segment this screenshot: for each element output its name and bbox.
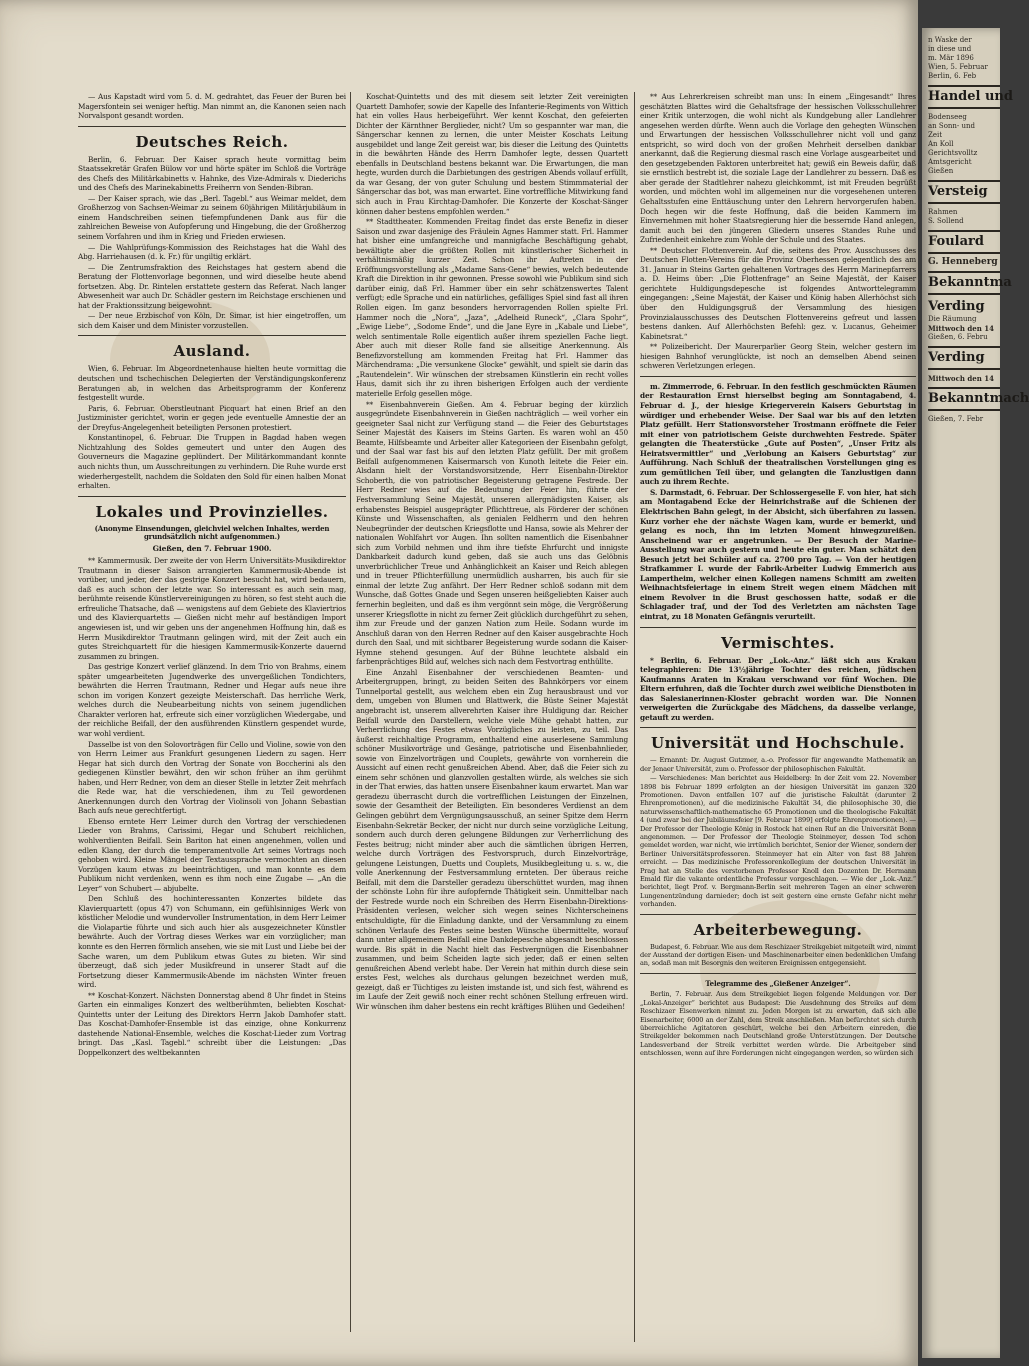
article: * Berlin, 6. Februar. Der „Lok.-Anz.“ läßt sich aus Krakau telegraphieren: Die 13½jährige Tochter des reichen, jüdischen Kaufmanns Araten in Krakau verschwand vor fünf Wochen. Die Eltern erfuhren, daß die Tochter durch zwei weibliche Dienstboten in das Salesianerinnen-Kloster gebracht worden war. Die Nonnen verweigerten die Zurückgabe des Mädchens, da dasselbe verlange, getauft zu werden. — [640, 655, 916, 722]
article: ** Koschat-Konzert. Nächsten Donnerstag abend 8 Uhr findet in Steins Garten ein einmaliges Konzert des weltberühmten, beliebten Koschat-Quintetts unter der Leitung des Direktors Herrn Jakob Damhofer statt. Das Koschat-Damhofer-Ensemble ist das einzige, ohne Konkurrenz dastehende National-Ensemble, welches die Koschat-Lieder zum Vortrag bringt. Das „Kasl. Tagebl.“ schreibt über die Leistungen: „Das Doppelkonzert des weltbekannten — [78, 990, 346, 1058]
strip-text: Zeit — [928, 131, 943, 139]
strip-heading: Bekanntma — [928, 275, 1012, 290]
article: Konstantinopel, 6. Februar. Die Truppen in Bagdad haben wegen Nichtzahlung des Soldes gemeutert und unter den Augen des Gouverneurs die Magazine geplündert. Der Militärkommandant konnte auch nichts thun, um Ausschreitungen zu verhindern. Die Ruhe wurde erst wiederhergestellt, nachdem die Soldaten den Sold für einen halben Monat erhalten. — [78, 433, 346, 491]
separator — [640, 627, 916, 628]
article: Ebenso erntete Herr Leimer durch den Vortrag der verschiedenen Lieder von Brahms, Carissimi, Hegar und Schubert reichlichen, wohlverdienten Beifall. Sein Bariton hat einen angenehmen, vollen und edlen Klang, der durch die temperamentvolle Art seines Vortrags noch gehoben wird. Kleine Mängel der Textaussprache vermochten an diesen Vorzügen kaum etwas zu beeinträchtigen, und man konnte es dem Publikum nicht verdenken, wenn es ihm noch eine Zugabe — „An die Leyer“ von Schubert — abjubelte. — [78, 816, 346, 893]
strip-text: Mittwoch den 14 — [928, 324, 994, 333]
section-subtitle: (Anonyme Einsendungen, gleichviel welchen Inhaltes, werden grundsätzlich nicht aufgenommen.) — [94, 523, 330, 542]
article: ** Eisenbahnverein Gießen. Am 4. Februar beging der kürzlich ausgegründete Eisenbahnverein in Gießen nachträglich — weil vorher ein geeigneter Saal nicht zur Verfügung stand — die Feier des Geburtstages Seiner Majestät des Kaisers im Steins Garten. Es waren wohl an 450 Beamte, Hilfsbeamte und Arbeiter aller Kategorieen der Eisenbahn gefolgt, und der Saal war fast bis auf den letzten Platz gefüllt. Der mit großem Beifall aufgenommenen Kaisermarsch von Kunoth leitete die Feier ein. Alsdann hielt der Vorstandsvorsitzende, Herr Eisenbahn-Direktor Schoberth, die von patriotischer Begeisterung getragene Festrede. Der Herr Redner wies auf die Bedeutung der Feier hin, führte der Festversammlung Seine Majestät, unseren allergnädigsten Kaiser, als erhabenstes Beispiel ausgeprägter Pflichttreue, als Förderer der schönen Künste und Wissenschaften, als genialen Feldherrn und den hehren Neubegründer der deutschen Kriegsflotte und Hansa, sowie als Mehrer der nationalen Wohlfahrt vor Augen. Ihn sollten namentlich die Eisenbahner sich zum Vorbild nehmen und ihm ihre tiefste Ehrfurcht und innigste Dankbarkeit dadurch kund geben, daß sie auch uns das Gelöbnis unverbrüchlicher Treue und Anhänglichkeit an Kaiser und Reich ablegen und in treuer Pflichterfüllung unermüdlich ausharren, bis auch für sie einmal der letzte Zug anfährt. Der Herr Redner schloß sodann mit dem Wunsche, daß Gottes Gnade und Segen unseren heißgeliebten Kaiser auch fernerhin begleiten, und daß es ihm vergönnt sein möge, die Vergrößerung unserer Kriegsflotte in nicht zu ferner Zeit glücklich durchgeführt zu sehen, ihm zur Freude und der ganzen Nation zum Heile. Sodann wurde im Anschluß daran von den Herren Redner auf den Kaiser ausgebrachte Hoch durch den Saal, und mit sichtbarer Begeisterung wurde sodann die Kaiser-Hymne stehend gesungen. Auf der Bühne leuchtete alsbald ein farbenprächtiges Bild auf, welches sich nach dem Festvortrag enthüllte. — [356, 399, 628, 667]
article: ** Stadttheater. Kommenden Freitag findet das erste Benefiz in dieser Saison und zwar dasjenige des Fräulein Agnes Hammer statt. Frl. Hammer hat bisher eine umfangreiche und mannigfache Beschäftigung gehabt, bewältigte aber die größten Rollen mit künstlerischer Sicherheit in verhältnismäßig kurzer Zeit. Schon ihr Auftreten in der Eröffnungsvorstellung als „Madame Sans-Gene“ bewies, welch bedeutende Kraft die Direktion in ihr gewonnen. Presse sowohl wie Publikum sind sich darüber einig, daß Frl. Hammer über ein sehr schätzenswertes Talent verfügt; edle Sprache und ein natürliches, gefälliges Spiel sind fast all ihren Rollen eigen. Im ganz besonders hervorragenden Rollen spielte Frl. Hammer noch die „Nora“, „Jaza“, „Adelheid Runeck“, „Clara Spohr“, „Ewige Liebe“, „Sodome Ende“, und die Jane Eyre in „Kabale und Liebe“, welch sentimentale Rolle eigentlich außer ihrem speziellen Fache liegt. Aber auch mit dieser Rolle fand sie allseitige Anerkennung. Als Benefizvorstellung am kommenden Freitag hat Frl. Hammer das Märchendrama: „Die versunkene Glocke“ gewählt, und spielt sie darin das „Rautendelein“. Wir wünschen der strebsamen Künstlerin ein recht volles Haus, damit sich ihr zu ihren bisherigen Erfolgen auch der verdiente materielle Erfolg gesellen möge. — [356, 217, 628, 398]
article: ** Aus Lehrerkreisen schreibt man uns: In einem „Eingesandt“ Ihres geschätzten Blattes wird die Gehaltsfrage der hessischen Volksschullehrer einer Kritik unterzogen, die wohl nicht als Kundgebung aller Landlehrer angesehen werden dürfte. Wenn auch die Vorlage den gehegten Wünschen und Erwartungen der hessischen Volksschullehrer nicht voll und ganz entspricht, so wird doch von der großen Mehrheit derselben dankbar anerkannt, daß die Regierung diesmal rasch eine Vorlage ausgearbeitet und den gesetzgebenden Faktoren unterbreitet hat; gewiß ein Beweis dafür, daß sie ernstlich bestrebt ist, die soziale Lage der Landlehrer zu bessern. Daß es aber gerade der Stadtlehrer nahezu gleichkommt, ist mit Freuden begrüßt worden, und möchten wohl im allgemeinen nur die vorgesehenen unteren Gehaltsstufen eine Enttäuschung unter den Lehrern hervorgerufen haben. Doch hegen wir die feste Hoffnung, daß die beiden Kammern im Einvernehmen mit hoher Staatsregierung hier die bessernde Hand anlegen, damit auch bei den jüngeren Gliedern unseres Standes Ruhe und Zufriedenheit einkehre zum Wohle der Schule und des Staates. — [640, 92, 916, 245]
article: Paris, 6. Februar. Oberstleutnant Picquart hat einen Brief an den Justizminister gerichtet, worin er gegen jede eventuelle Amnestie der an der Dreyfus-Angelegenheit beteiligten Personen protestiert. — [78, 403, 346, 432]
strip-text: m. Mär 1896 — [928, 54, 974, 62]
section-title-ausland: Ausland. — [173, 342, 251, 361]
strip-text: in diese und — [928, 45, 972, 53]
separator — [640, 376, 916, 377]
article: m. Zimmerrode, 6. Februar. In den festlich geschmückten Räumen der Restauration Ernst hierselbst beging am Sonntagabend, 4. Februar d. J., der hiesige Kriegerverein Kaisers Geburtstag in würdiger und erhebender Weise. Der Saal war bis auf den letzten Platz gefüllt. Herr Stationsvorsteher Trostmann eröffnete die Feier mit einer von patriotischem Geiste durchwehten Festrede. Später gelangten die Theaterstücke „Gute auf Posten“, „Unser Fritz als Heiratsvermittler“ und „Verlobung an Kaisers Geburtstag“ zur Aufführung. Nach Schluß der theatralischen Vorstellungen ging es zum gemütlichen Teil über, und gelangten die Tanzlustigen dann auch zu ihrem Rechte. — [640, 381, 916, 487]
strip-text: Gießen, 6. Febru — [928, 333, 988, 341]
article: Wien, 6. Februar. Im Abgeordnetenhause hielten heute vormittag die deutschen und tschechischen Delegierten der Verständigungskonferenz Beratungen ab, in welchen das Arbeitsprogramm der Konferenz festgestellt wurde. — [78, 364, 346, 403]
separator — [78, 496, 346, 497]
strip-text: Mittwoch den 14 — [928, 374, 994, 383]
article: Berlin, 7. Februar. Aus dem Streikgebiet liegen folgende Meldungen vor. Der „Lokal-Anzeiger“ berichtet aus Budapest: Die Ausdehnung des Streiks auf dem Reschizaer Eisenwerken nimmt zu. Jeden Morgen ist zu erwarten, daß sich alle Eisenarbeiter, 6000 an der Zahl, dem Streik anschließen. Man befürchtet sich durch überreichliche Agitatoren geschürt, welche bei den Arbeitern einreden, die Streikgelder bekommen nach Deutschland große Unterstützungen. Der Deutsche Landesverband der Streik verbittet werden würde. Die Arbeitgeber sind entschlossen, wenn auf ihre Forderungen nicht eingegangen werden, so würden sich — [640, 990, 916, 1058]
article-kapstadt: — Aus Kapstadt wird vom 5. d. M. gedrahtet, das Feuer der Buren bei Magersfontein sei weniger heftig. Man nimmt an, die Kanonen seien nach Norvalspont gesandt worden. — [78, 92, 346, 121]
strip-heading: Bekanntmach — [928, 391, 1029, 406]
strip-text: Wien, 5. Februar — [928, 63, 988, 71]
article: ** Deutscher Flottenverein. Auf die, seitens des Prov. Ausschusses des Deutschen Flotten-Vereins für die Provinz Oberhessen gelegentlich des am 31. Januar in Steins Garten gehaltenen Vortrages des Herrn Marinepfarrers a. D. Heims über: „Die Flottenfrage“ an Seine Majestät, der Kaiser gerichtete Huldigungsdepesche ist folgendes Antworttelegramm eingegangen: „Seine Majestät, der Kaiser und König haben Allerhöchst sich über den Huldigungsgruß der Versammlung des hiesigen Provinzialausschusses des Deutschen Flottenvereins gefreut und lassen bestens danken. Auf Allerhöchsten Befehl: gez. v. Lucanus, Geheimer Kabinetsrat.“ — [640, 245, 916, 341]
column-rule — [634, 92, 635, 1342]
column-left — [78, 92, 346, 1332]
separator — [640, 973, 916, 974]
article: Koschat-Quintetts und des mit diesem seit letzter Zeit vereinigten Quartett Damhofer, sowie der Kapelle des Infanterie-Regiments von Wittich hat ein volles Haus herbeigeführt. Wer kennt Koschat, den gefeierten Dichter der Kärnthner Berglieder, nicht? Um so gespannter war man, die Sängerschar kennen zu lernen, die unter Meister Koschats Leitung ausgebildet und lange Zeit gereist war, bis dieser die Leitung des Quintetts in die bewährten Hände des Herrn Damhofer legte, dessen Quartett ebenfalls in Deutschland bestens bekannt war. Die Erwartungen, die man hegte, wurden durch die Darbietungen des gestrigen Abends vollauf erfüllt, da war Gesang, der von guter Schulung und bestem Stimmmaterial der Sängerschar das bot, was man erwartet. Eine vortreffliche Mitwirkung fand sich auch in Frau Kirchtag-Damhofer. Die Konzerte der Koschat-Sänger können daher bestens empfohlen werden.“ — [356, 92, 628, 216]
article: — Verschiedenes: Man berichtet aus Heidelberg: In der Zeit vom 22. November 1898 bis Februar 1899 erfolgten an der hiesigen Universität im ganzen 320 Promotionen. Davon entfallen 107 auf die juristische Fakultät (darunter 2 Ehrenpromotionen), auf die medizinische Fakultät 34, die philosophische 30, die naturwissenschaftlich-mathematische 65 Promotionen und die theologische Fakultät 4 (und zwar bei der Jubiläumsfeier [9. Februar 1899] erfolgte Ehrenpromotionen). — Der Professor der Theologie König in Rostock hat einen Ruf an die Universität Bonn angenommen. — Der Professor der Theologie Steinmeyer, dessen Tod schon gemeldet worden, war nicht, wie irrtümlich berichtet, Senior der Wiener, sondern der Berliner Universitätsprofessoren. Steinmeyer hat ein Alter von fast 88 Jahren erreicht. — Das medizinische Professorenkollegium der deutschen Universität in Prag hat an Stelle des verstorbenen Professor Knoll den Dozenten Dr. Hermann Emald für die vakante ordentliche Professur vorgeschlagen. — Wie der „Lok.-Anz.“ berichtet, liegt Prof. v. Bergmann-Berlin seit mehreren Tagen an einer schweren Lungenentzündung darnieder; doch ist seit gestern eine ernste Gefahr nicht mehr vorhanden. — [640, 774, 916, 909]
article: Berlin, 6. Februar. Der Kaiser sprach heute vormittag beim Staatssekretär Grafen Bülow vor und hörte später im Schloß die Vorträge des Chefs des Militärkabinetts v. Hahnke, des Vize-Admirals v. Diederichs und des Chefs des Marinekabinetts Freiherrn von Senden-Bibran. — [78, 154, 346, 193]
strip-text: an Sonn- und — [928, 122, 976, 130]
separator — [640, 727, 916, 728]
article: ** Kammermusik. Der zweite der von Herrn Universitäts-Musikdirektor Trautmann in dieser Saison arrangierten Kammermusik-Abende ist vorüber, und jeder, der das gestrige Konzert besucht hat, wird bedauern, daß es auch schon der letzte war. So interessant es auch sein mag, berühmte reisende Künstlervereinigungen zu hören, so fest steht auch die erfreuliche Thatsache, daß — wenigstens auf dem Gebiete des Klaviertrios und des Klavierquartetts — Gießen nicht mehr auf beständigen Import angewiesen ist, und wir geben uns der angenehmen Hoffnung hin, daß es Herrn Musikdirektor Trautmann gelingen wird, mit der Zeit auch ein gutes Streichquartett für die hiesigen Kammermusik-Konzerte dauernd zusammen zu bringen. — [78, 556, 346, 661]
adjacent-page-strip — [922, 28, 1029, 1358]
section-title-arbeiterbewegung: Arbeiterbewegung. — [693, 920, 863, 939]
article: — Ernannt: Dr. August Gutzmer, a.-o. Professor für angewandte Mathematik an der Jenaer Universität, zum o. Professor der philosophischen Fakultät. — [640, 756, 916, 773]
article: Budapest, 6. Februar. Wie aus dem Reschizaer Streikgebiet mitgeteilt wird, nimmt der Ausstand der dortigen Eisen- und Maschinenarbeiter einen bedenklichen Umfang an, sodaß man mit Besorgnis den weiteren Ereignissen entgegensieht. — [640, 942, 916, 968]
strip-text: Gießen, 7. Febr — [928, 415, 984, 423]
strip-text: Gießen — [928, 167, 954, 175]
strip-heading: Verding — [928, 299, 985, 314]
strip-text: Berlin, 6. Feb — [928, 72, 977, 80]
strip-heading: Handel und — [928, 89, 1013, 104]
column-rule — [350, 92, 351, 1332]
article: Das gestrige Konzert verlief glänzend. In dem Trio von Brahms, einem später umgearbeiteten Jugendwerke des unvergeßlichen Tondichters, bewährten die Herren Trautmann, Redner und Hegar aufs neue ihre schon im vorigen Konzert gezeigte Meisterschaft. Das herrliche Werk, welches durch die Neubearbeitung nichts von seinem jugendlichen Charakter verloren hat, erfreute sich einer vorzüglichen Wiedergabe, und der reichliche Beifall, der den ausführenden Künstlern gespendet wurde, war wohl verdient. — [78, 662, 346, 738]
separator — [78, 335, 346, 336]
article: — Die Zentrumsfraktion des Reichstages hat gestern abend die Beratung der Flottenvorlage begonnen, und wird dieselbe heute abend fortsetzen. Abg. Dr. Rintelen erstattete gestern das Referat. Nach langer Abwesenheit war auch Dr. Schädler gestern im Reichstage erschienen und hat der Fraktionssitzung beigewohnt. — [78, 262, 346, 310]
article: — Der neue Erzbischof von Köln, Dr. Simar, ist hier eingetroffen, um sich dem Kaiser und dem Minister vorzustellen. — [78, 311, 346, 330]
strip-text: Amtsgericht — [928, 158, 972, 166]
article: — Der Kaiser sprach, wie das „Berl. Tagebl.“ aus Weimar meldet, dem Großherzog von Sachsen-Weimar zu seinem 60jährigen Militärjubiläum in einem Handschreiben seinen tiefempfundenen Dank aus für die zahlreichen Beweise von Aufopferung und Hingebung, die der Großherzog seinem Vorfahren und ihm in Krieg und Frieden erwiesen. — [78, 193, 346, 242]
strip-text: G. Henneberg — [928, 257, 998, 267]
column-right — [640, 92, 916, 1322]
article: — Die Wahlprüfungs-Kommission des Reichstages hat die Wahl des Abg. Harriehausen (d. k. Fr.) für ungiltig erklärt. — [78, 242, 346, 262]
column-middle — [356, 92, 628, 1342]
article: Dasselbe ist von den Solovorträgen für Cello und Violine, sowie von den von Herrn Leimer aus Frankfurt gesungenen Liedern zu sagen. Herr Hegar hat sich durch den Vortrag der Sonate von Boccherini als den gediegenen Künstler bewährt, den wir schon früher an ihm gerühmt haben, und Herr Redner, von dem an dieser Stelle in letzter Zeit mehrfach die Rede war, hat die verschiedenen, ihm zu Teil gewordenen Anerkennungen durch den Vortrag der Violinsoli von Johann Sebastian Bach aufs neue gerechtfertigt. — [78, 739, 346, 816]
section-title-vermischtes: Vermischtes. — [721, 633, 835, 652]
strip-text: Die Räumung — [928, 315, 977, 323]
article: S. Darmstadt, 6. Februar. Der Schlossergeselle F. von hier, hat sich am Montagabend Ecke der Heinrichstraße auf die Schienen der Elektrischen Bahn gelegt, in der Absicht, sich überfahren zu lassen. Kurz vorher ehe der nächste Wagen kam, wurde er bemerkt, und gelang es noch, ihn im letzten Moment hinwegzureißen. Anscheinend war er angetrunken. — Der Besuch der Marine-Ausstellung war auch gestern und heute ein guter. Man schätzt den Besuch jetzt bei Schüler auf ca. 2700 pro Tag. — Von der heutigen Strafkammer I. wurde der Fabrik-Arbeiter Ludwig Emmerich aus Lampertheim, welcher einen Kollegen namens Schmitt am zweiten Weihnachtsfeiertage in einem Streit wegen einem Mädchen mit einem Revolver in die Brust geschossen hatte, sodaß er die Schlagader traf, und der Tod des Verletzten am nächsten Tage eintrat, zu 18 Monaten Gefängnis verurteilt. — [640, 487, 916, 621]
article: Den Schluß des hochinteressanten Konzertes bildete das Klavierquartett (opus 47) von Schumann, ein gefühlsinniges Werk von köstlicher Melodie und wundervoller Instrumentation, in dem Herr Leimer die Violapartie führte und sich auch hier als ausgezeichneter Künstler bewährte. Auch der Vortrag dieses Werkes war ein vorzüglicher; man konnte es den Herren förmlich ansehen, wie sie mit Lust und Liebe bei der Sache waren, um dem Publikum etwas Gutes zu bieten. Wir sind überzeugt, daß sich jeder Musikfreund in unserer Stadt auf die Fortsetzung dieser Kammermusik-Abende im nächsten Winter freuen wird. — [78, 894, 346, 990]
article: ** Polizeibericht. Der Maurerparlier Georg Stein, welcher gestern im hiesigen Bahnhof verunglückte, ist noch an demselben Abend seinen schweren Verletzungen erlegen. — [640, 342, 916, 371]
separator — [640, 914, 916, 915]
article: Eine Anzahl Eisenbahner der verschiedenen Beamten- und Arbeitergruppen, bringt, zu beiden Seiten des Bahnkörpers vor einem Tunnelportal gestellt, aus welchem eben ein Zug herausbraust und vor dem, umgeben von Blumen und Blattwerk, die Büste Seiner Majestät angebracht ist, unserem allverehrten Kaiser ihre Huldigung dar. Reicher Beifall wurde den Darstellern, welche viele Mühe gehabt hatten, zur Verherrlichung des Festes etwas Vorzügliches zu leisten, zu teil. Das äußerst reichhaltige Programm, enthaltend eine auserlesene Sammlung schöner Musikvorträge und Gesänge, patriotische und Eisenbahnlieder, sowie von Einzelvorträgen und Couplets, gewährte von vornherein die Aussicht auf einen recht genußreichen Abend. Aber, daß die Feier sich zu einem sehr schönen und glanzvollen gestalten würde, als welches sie sich in der That erwies, das hatten unsere Eisenbahner kaum erwartet. Man war geradezu überrascht durch die vortrefflichen Leistungen der Einzelnen, sowie der Gesamtheit der Beteiligten. Ein besonderes Verdienst an dem Gelingen gebührt dem Vergnügungsausschuß, an seiner Spitze dem Herrn Eisenbahn-Sekretär Becker, der nicht nur durch seine vorzügliche Leitung, sondern auch durch deren gelungene Bildungen zur Verherrlichung des Festes beitrug; nicht minder aber auch die sämtlichen übrigen Herren, welche durch Vorträgen des Festvorspruch, durch Einzelvorträge, gelungene Leistungen, Duetts und Couplets, Musikbegleitung u. s. w., die volle Anerkennung der Festversammlung ernteten. Der überaus reiche Beifall, mit dem die Darsteller geradezu überschüttet wurden, mag ihnen der schönste Lohn für ihre aufopfernde Thätigkeit sein. Unmittelbar nach der Festrede wurde noch ein Schreiben des Herrn Eisenbahn-Direktions-Präsidenten verlesen, welcher sich wegen seines Nichterscheinens entschuldigte, für die Einladung dankte, und der Versammlung zu einem schönen Verlaufe des Festes seine besten Wünsche übermittelte, worauf dann unter allgemeinem Beifall eine Dankdepesche abgesandt beschlossen wurde. Bis spät in die Nacht hielt das Festvergnügen die Eisenbahner zusammen, und beim Scheiden lagte sich jeder, daß er einen selten genußreichen Abend verlebt habe. Der Verein hat mithin durch diese sein erstes Fest, welches als durchaus gelungen bezeichnet werden muß, gezeigt, daß er Tüchtiges zu leisten imstande ist, und sich fest, während es im Laufe der Zeit gewiß noch einer recht schönen Stellung erfreuen wird. Wir wünschen ihm daher bestens ein recht kräftiges Blühen und Gedeihen! — [356, 667, 628, 1011]
strip-text: Gerichtsvolltz — [928, 149, 978, 157]
strip-heading: Foulard — [928, 234, 984, 249]
strip-text: Bodenseeg — [928, 113, 967, 121]
strip-text: An Koll — [928, 140, 954, 148]
separator — [78, 126, 346, 127]
telegram-heading: Telegramme des „Gießener Anzeiger“. — [705, 978, 851, 988]
strip-text: Rahmen — [928, 208, 958, 216]
strip-text: S. Sollend — [928, 217, 964, 225]
strip-heading: Versteig — [928, 184, 988, 199]
dateline: Gießen, den 7. Februar 1900. — [152, 543, 272, 553]
strip-heading: Verding — [928, 350, 985, 365]
strip-text: n Waske der — [928, 36, 972, 44]
section-title-reich: Deutsches Reich. — [135, 132, 289, 151]
section-title-lokales: Lokales und Provinzielles. — [95, 502, 329, 521]
section-title-universitaet: Universität und Hochschule. — [651, 734, 905, 753]
